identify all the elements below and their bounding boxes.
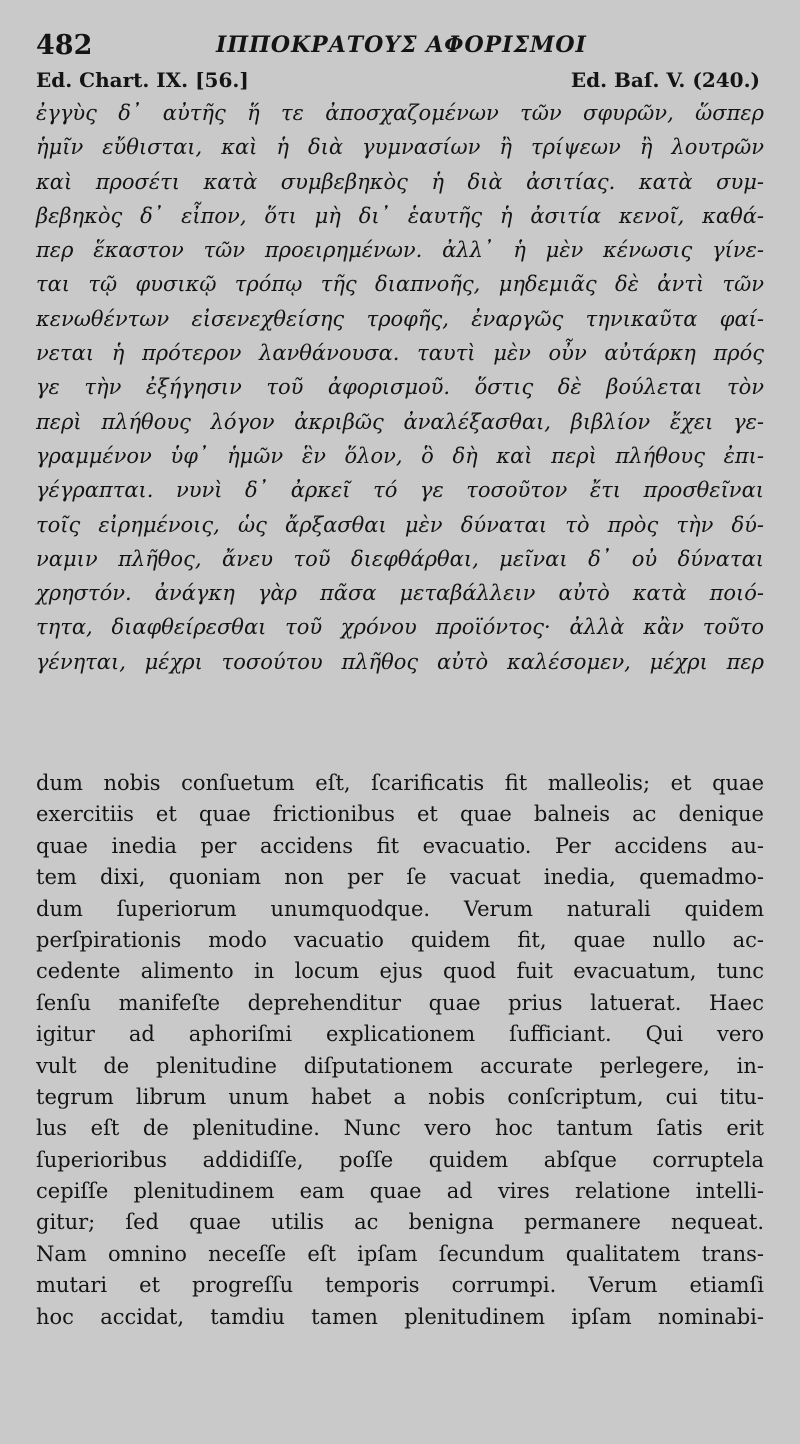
latin-line: vult de plenitudine diſputationem accurate perlegere, in- [36, 1053, 764, 1078]
latin-line: tem dixi, quoniam non per ſe vacuat inedia, quemadmo- [36, 865, 764, 890]
greek-line: ται τῷ φυσικῷ τρόπῳ τῆς διαπνοῆς, μηδεμιᾶς δὲ ἀντὶ τῶν [36, 272, 764, 297]
latin-line: perſpirationis modo vacuatio quidem fit, quae nullo ac- [36, 927, 764, 952]
greek-line: γέγραπται. νυνὶ δ᾽ ἀρκεῖ τό γε τοσοῦτον ἔτι προσθεῖναι [36, 478, 764, 503]
edition-chartier-reference: Ed. Chart. IX. [56.] [36, 68, 249, 92]
greek-line: τητα, διαφθείρεσθαι τοῦ χρόνου προϊόντος· ἀλλὰ κἂν τοῦτο [36, 615, 764, 640]
greek-line: ἡμῖν εὔθισται, καὶ ἡ διὰ γυμνασίων ἢ τρίψεων ἢ λουτρῶν [36, 135, 764, 160]
page-number: 482 [36, 30, 93, 61]
greek-line: γε τὴν ἐξήγησιν τοῦ ἀφορισμοῦ. ὅστις δὲ βούλεται τὸν [36, 375, 764, 400]
edition-basel-reference: Ed. Baſ. V. (240.) [570, 68, 760, 92]
latin-text-block [36, 768, 764, 1333]
greek-line: γραμμένον ὑφ᾽ ἡμῶν ἓν ὅλον, ὃ δὴ καὶ περὶ πλήθους ἐπι- [36, 443, 764, 468]
latin-line: dum ſuperiorum unumquodque. Verum naturali quidem [36, 896, 764, 921]
latin-line: igitur ad aphoriſmi explicationem ſufficiant. Qui vero [36, 1022, 764, 1047]
latin-line: dum nobis conſuetum eſt, ſcarificatis fit malleolis; et quae [36, 771, 764, 795]
latin-line: ſuperioribus addidiſſe, poſſe quidem abſque corruptela [36, 1147, 764, 1172]
greek-line: ἐγγὺς δ᾽ αὐτῆς ἥ τε ἀποσχαζομένων τῶν σφυρῶν, ὥσπερ [36, 101, 764, 125]
page-header [36, 30, 764, 66]
latin-line: cepiſſe plenitudinem eam quae ad vires relatione intelli- [36, 1179, 764, 1204]
greek-text-block [36, 96, 764, 679]
greek-line: γένηται, μέχρι τοσούτου πλῆθος αὐτὸ καλέσομεν, μέχρι περ [36, 649, 764, 674]
greek-line: καὶ προσέτι κατὰ συμβεβηκὸς ἡ διὰ ἀσιτίας. κατὰ συμ- [36, 169, 764, 194]
greek-line: ναμιν πλῆθος, ἄνευ τοῦ διεφθάρθαι, μεῖναι δ᾽ οὐ δύναται [36, 546, 764, 571]
latin-line: quae inedia per accidens fit evacuatio. Per accidens au- [36, 833, 764, 858]
running-title: ΙΠΠΟΚΡΑΤΟΥΣ ΑΦΟΡΙΣΜΟΙ [216, 32, 587, 58]
greek-line: χρηστόν. ἀνάγκη γὰρ πᾶσα μεταβάλλειν αὐτὸ κατὰ ποιό- [36, 581, 764, 606]
greek-line: κενωθέντων εἰσενεχθείσης τροφῆς, ἐναργῶς τηνικαῦτα φαί- [36, 306, 764, 331]
latin-line: lus eſt de plenitudine. Nunc vero hoc tantum ſatis erit [36, 1116, 764, 1141]
latin-line: hoc accidat, tamdiu tamen plenitudinem ipſam nominabi- [36, 1304, 764, 1329]
greek-line: περὶ πλήθους λόγον ἀκριβῶς ἀναλέξασθαι, βιβλίον ἔχει γε- [36, 409, 764, 434]
latin-line: tegrum librum unum habet a nobis conſcriptum, cui titu- [36, 1084, 764, 1109]
latin-line: mutari et progreſſu temporis corrumpi. Verum etiamſi [36, 1273, 764, 1298]
greek-line: νεται ἡ πρότερον λανθάνουσα. ταυτὶ μὲν οὖν αὐτάρκη πρός [36, 341, 764, 366]
edition-references [36, 68, 764, 98]
latin-line: Nam omnino neceſſe eſt ipſam ſecundum qualitatem trans- [36, 1241, 764, 1266]
latin-line: ſenſu manifeſte deprehenditur quae prius latuerat. Haec [36, 990, 764, 1015]
latin-line: cedente alimento in locum ejus quod fuit evacuatum, tunc [36, 959, 764, 984]
greek-line: τοῖς εἰρημένοις, ὡς ἄρξασθαι μὲν δύναται τὸ πρὸς τὴν δύ- [36, 512, 764, 537]
latin-line: exercitiis et quae frictionibus et quae balneis ac denique [36, 802, 764, 827]
greek-line: περ ἕκαστον τῶν προειρημένων. ἀλλ᾽ ἡ μὲν κένωσις γίνε- [36, 238, 764, 263]
greek-line: βεβηκὸς δ᾽ εἶπον, ὅτι μὴ δι᾽ ἑαυτῆς ἡ ἀσιτία κενοῖ, καθά- [36, 203, 764, 228]
latin-line: gitur; ſed quae utilis ac benigna permanere nequeat. [36, 1210, 764, 1235]
